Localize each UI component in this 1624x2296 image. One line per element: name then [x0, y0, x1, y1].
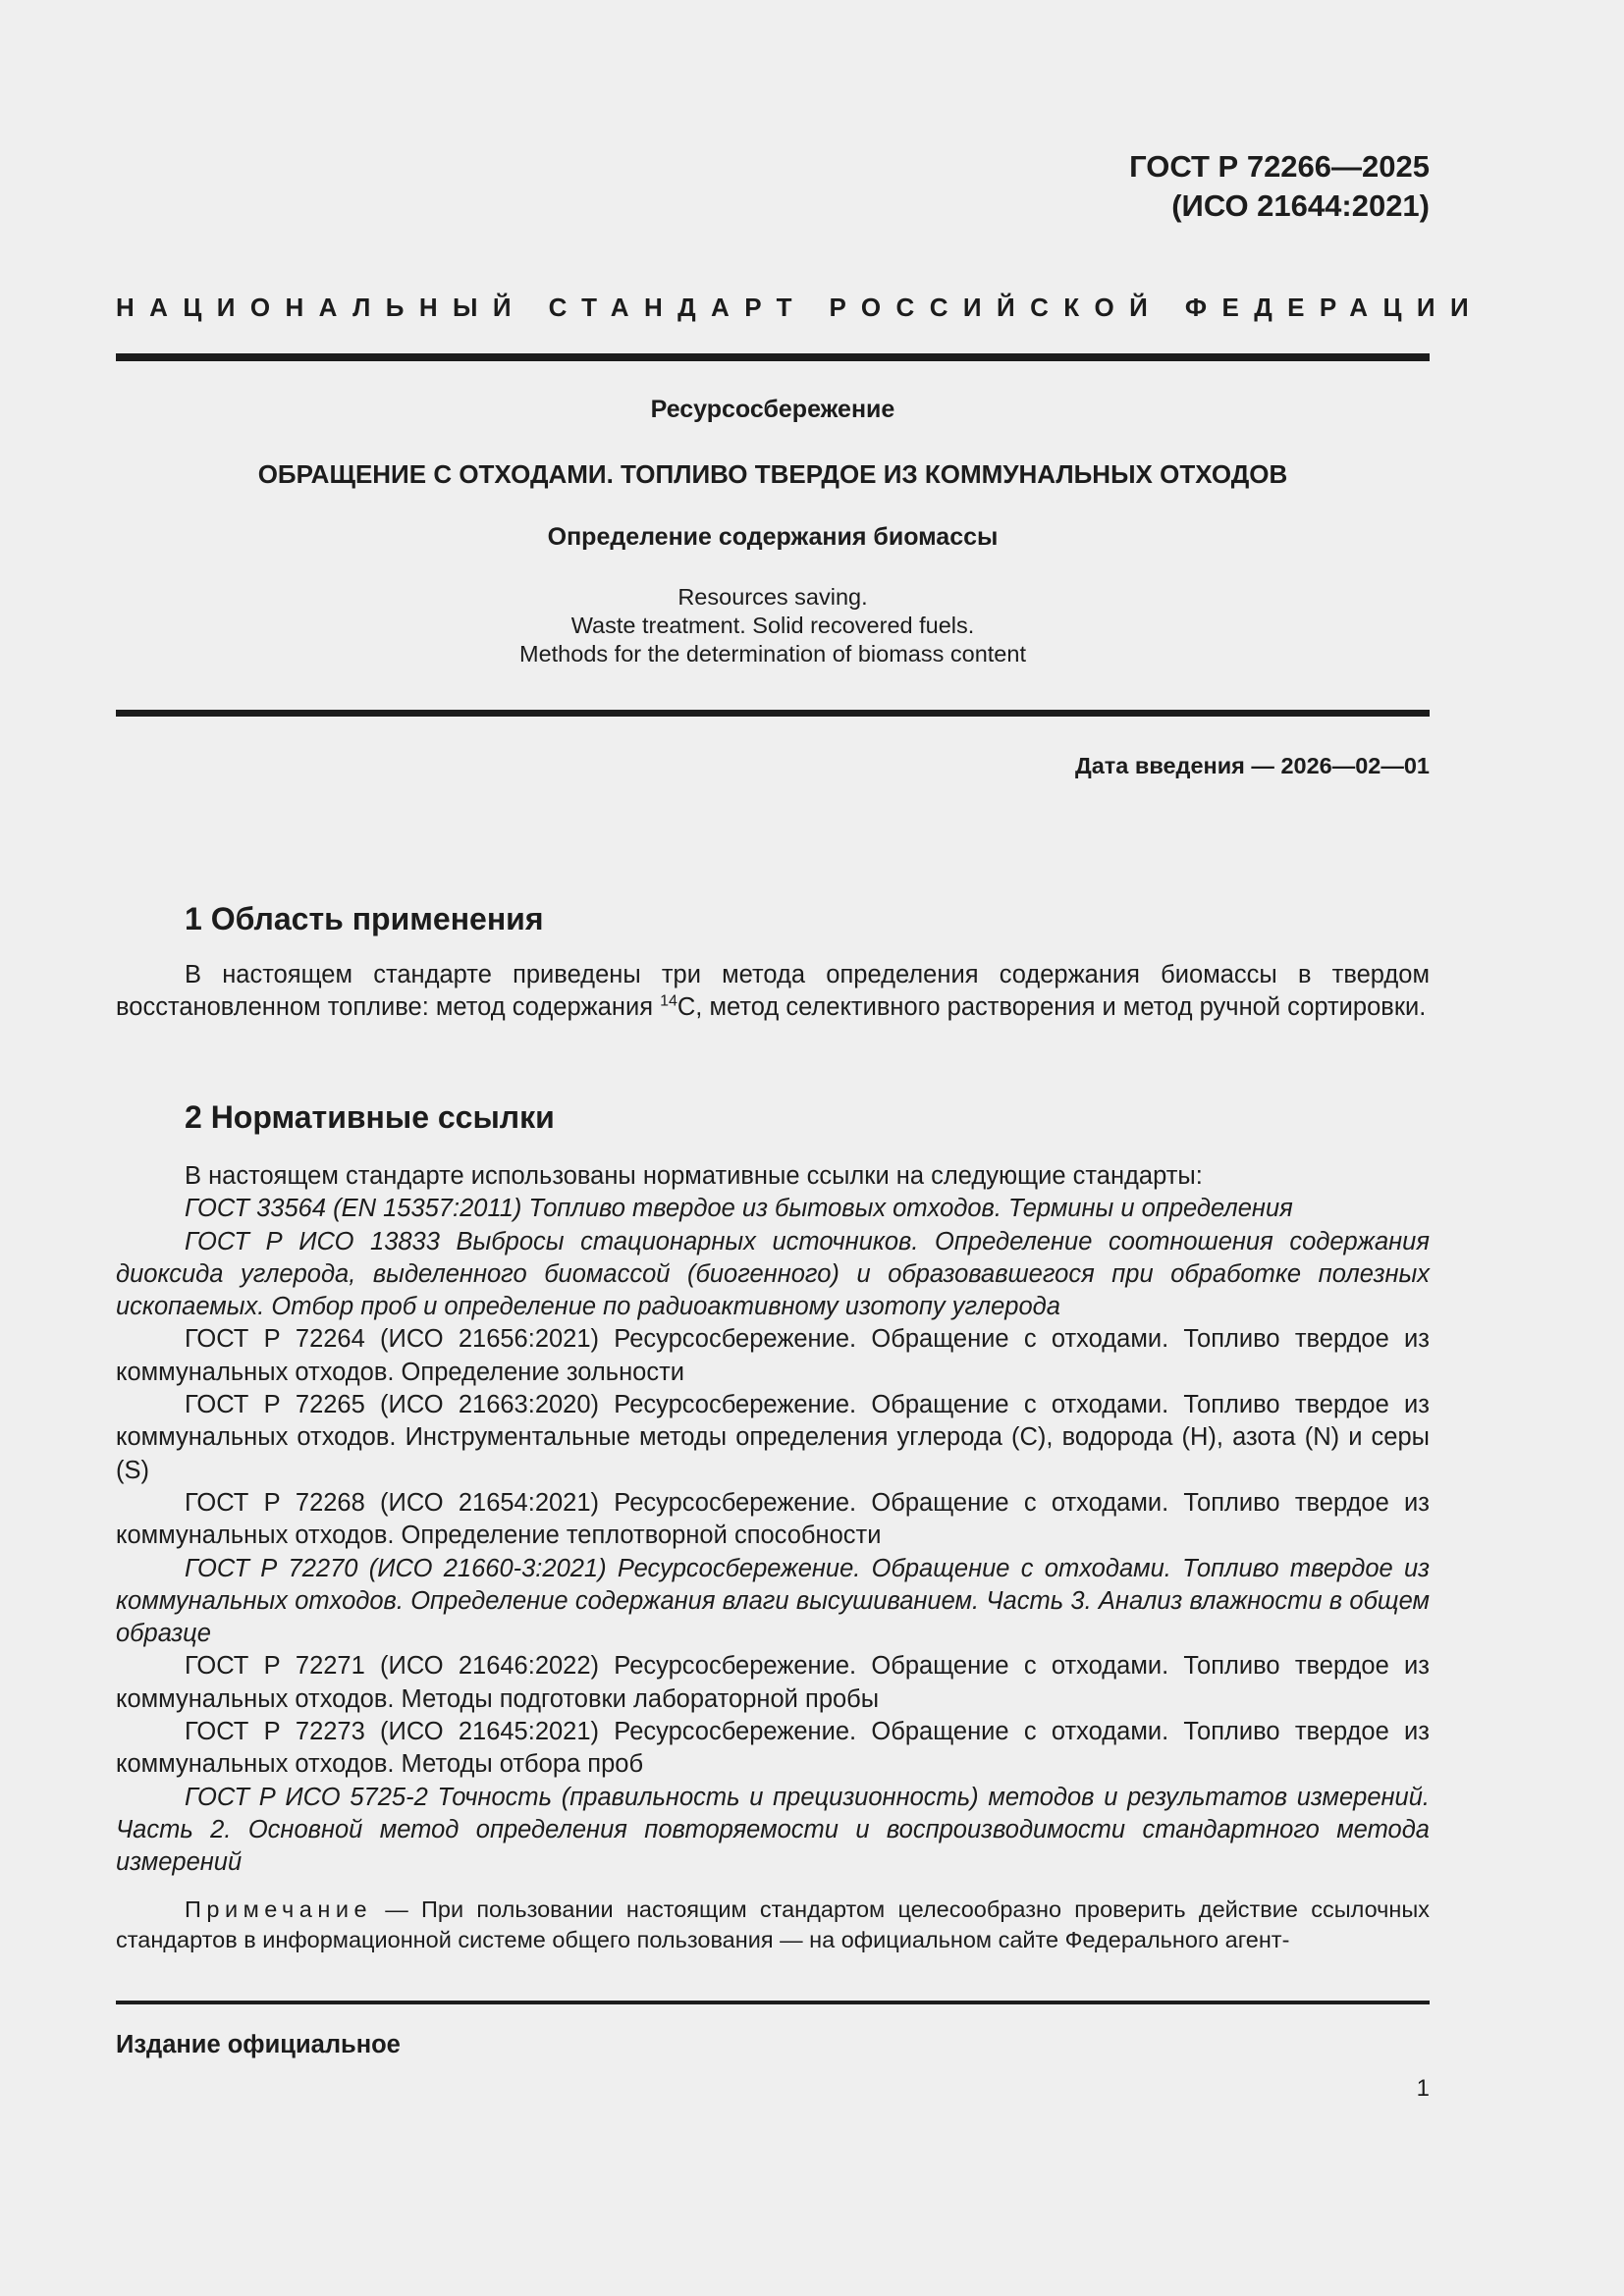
title-resource: Ресурсосбережение — [650, 396, 895, 423]
reference-item: ГОСТ Р 72265 (ИСО 21663:2020) Ресурсосбережение. Обращение с отходами. Топливо твердое из коммунальных отходов. Инструментальные методы определения углерода (С), водорода (Н), азота (N) и серы (S) — [116, 1391, 1430, 1484]
title-english-line: Waste treatment. Solid recovered fuels. — [570, 613, 975, 638]
note-paragraph — [116, 1895, 1430, 1955]
top-divider — [116, 353, 1430, 361]
title-divider — [116, 710, 1430, 717]
note-label: Примечание — [185, 1896, 373, 1922]
reference-item: ГОСТ Р 72273 (ИСО 21645:2021) Ресурсосбережение. Обращение с отходами. Топливо твердое из коммунальных отходов. Методы отбора проб — [116, 1718, 1430, 1779]
scope-text-part: С, метод селективного растворения и метод ручной сортировки. — [677, 993, 1427, 1022]
reference-item: ГОСТ Р ИСО 5725-2 Точность (правильность и прецизионность) методов и результатов измерений. Часть 2. Основной метод определения повторяемости и воспроизводимости стандартного метода измерений — [116, 1783, 1430, 1877]
references-intro: В настоящем стандарте использованы нормативные ссылки на следующие стандарты: — [185, 1162, 1203, 1190]
page-number: 1 — [1416, 2075, 1430, 2102]
reference-item: ГОСТ 33564 (EN 15357:2011) Топливо твердое из бытовых отходов. Термины и определения — [185, 1195, 1293, 1223]
section-heading-normative-refs: 2 Нормативные ссылки — [185, 1099, 555, 1135]
official-edition-label: Издание официальное — [116, 2031, 401, 2058]
reference-item: ГОСТ Р 72268 (ИСО 21654:2021) Ресурсосбережение. Обращение с отходами. Топливо твердое из коммунальных отходов. Определение теплотворной способности — [116, 1488, 1430, 1550]
section-scope-text — [116, 959, 1430, 1025]
reference-item: ГОСТ Р 72270 (ИСО 21660-3:2021) Ресурсосбережение. Обращение с отходами. Топливо твердое из коммунальных отходов. Определение содержания влаги высушиванием. Часть 3. Анализ влажности в общем образце — [116, 1554, 1430, 1648]
title-sub: Определение содержания биомассы — [547, 523, 999, 551]
scope-paragraph — [116, 959, 1430, 1025]
note-block — [116, 1895, 1430, 1955]
scope-text-part: В настоящем стандарте приведены три метода определения содержания биомассы в твердом восстановленном топливе: метод содержания — [116, 961, 1430, 1022]
title-english-line: Resources saving. — [677, 584, 868, 610]
reference-item: ГОСТ Р ИСО 13833 Выбросы стационарных источников. Определение соотношения содержания диоксида углерода, выделенного биомассой (биогенного) и образовавшегося при обработке полезных ископаемых. Отбор проб и определение по радиоактивному изотопу углерода — [116, 1227, 1430, 1321]
normative-references-list — [116, 1160, 1430, 1880]
section-heading-scope: 1 Область применения — [185, 901, 544, 936]
document-number — [1129, 147, 1430, 226]
introduction-date: Дата введения — 2026—02—01 — [1074, 753, 1430, 778]
note-text: — При пользовании настоящим стандартом целесообразно проверить действие ссылочных стандартов в информационной системе общего пользования — на официальном сайте Федерального агент- — [116, 1896, 1430, 1952]
title-main: ОБРАЩЕНИЕ С ОТХОДАМИ. ТОПЛИВО ТВЕРДОЕ ИЗ КОММУНАЛЬНЫХ ОТХОДОВ — [257, 459, 1288, 489]
reference-item: ГОСТ Р 72271 (ИСО 21646:2022) Ресурсосбережение. Обращение с отходами. Топливо твердое из коммунальных отходов. Методы подготовки лабораторной пробы — [116, 1652, 1430, 1713]
document-number-gost: ГОСТ Р 72266—2025 — [1129, 149, 1430, 184]
title-english-line: Methods for the determination of biomass content — [519, 641, 1026, 667]
title-english — [116, 583, 1430, 668]
footer-divider — [116, 2001, 1430, 2004]
reference-item: ГОСТ Р 72264 (ИСО 21656:2021) Ресурсосбережение. Обращение с отходами. Топливо твердое из коммунальных отходов. Определение зольности — [116, 1325, 1430, 1386]
document-number-iso: (ИСО 21644:2021) — [1171, 188, 1430, 223]
national-standard-banner: НАЦИОНАЛЬНЫЙ СТАНДАРТ РОССИЙСКОЙ ФЕДЕРАЦИИ — [116, 293, 1485, 322]
isotope-superscript: 14 — [660, 992, 677, 1010]
